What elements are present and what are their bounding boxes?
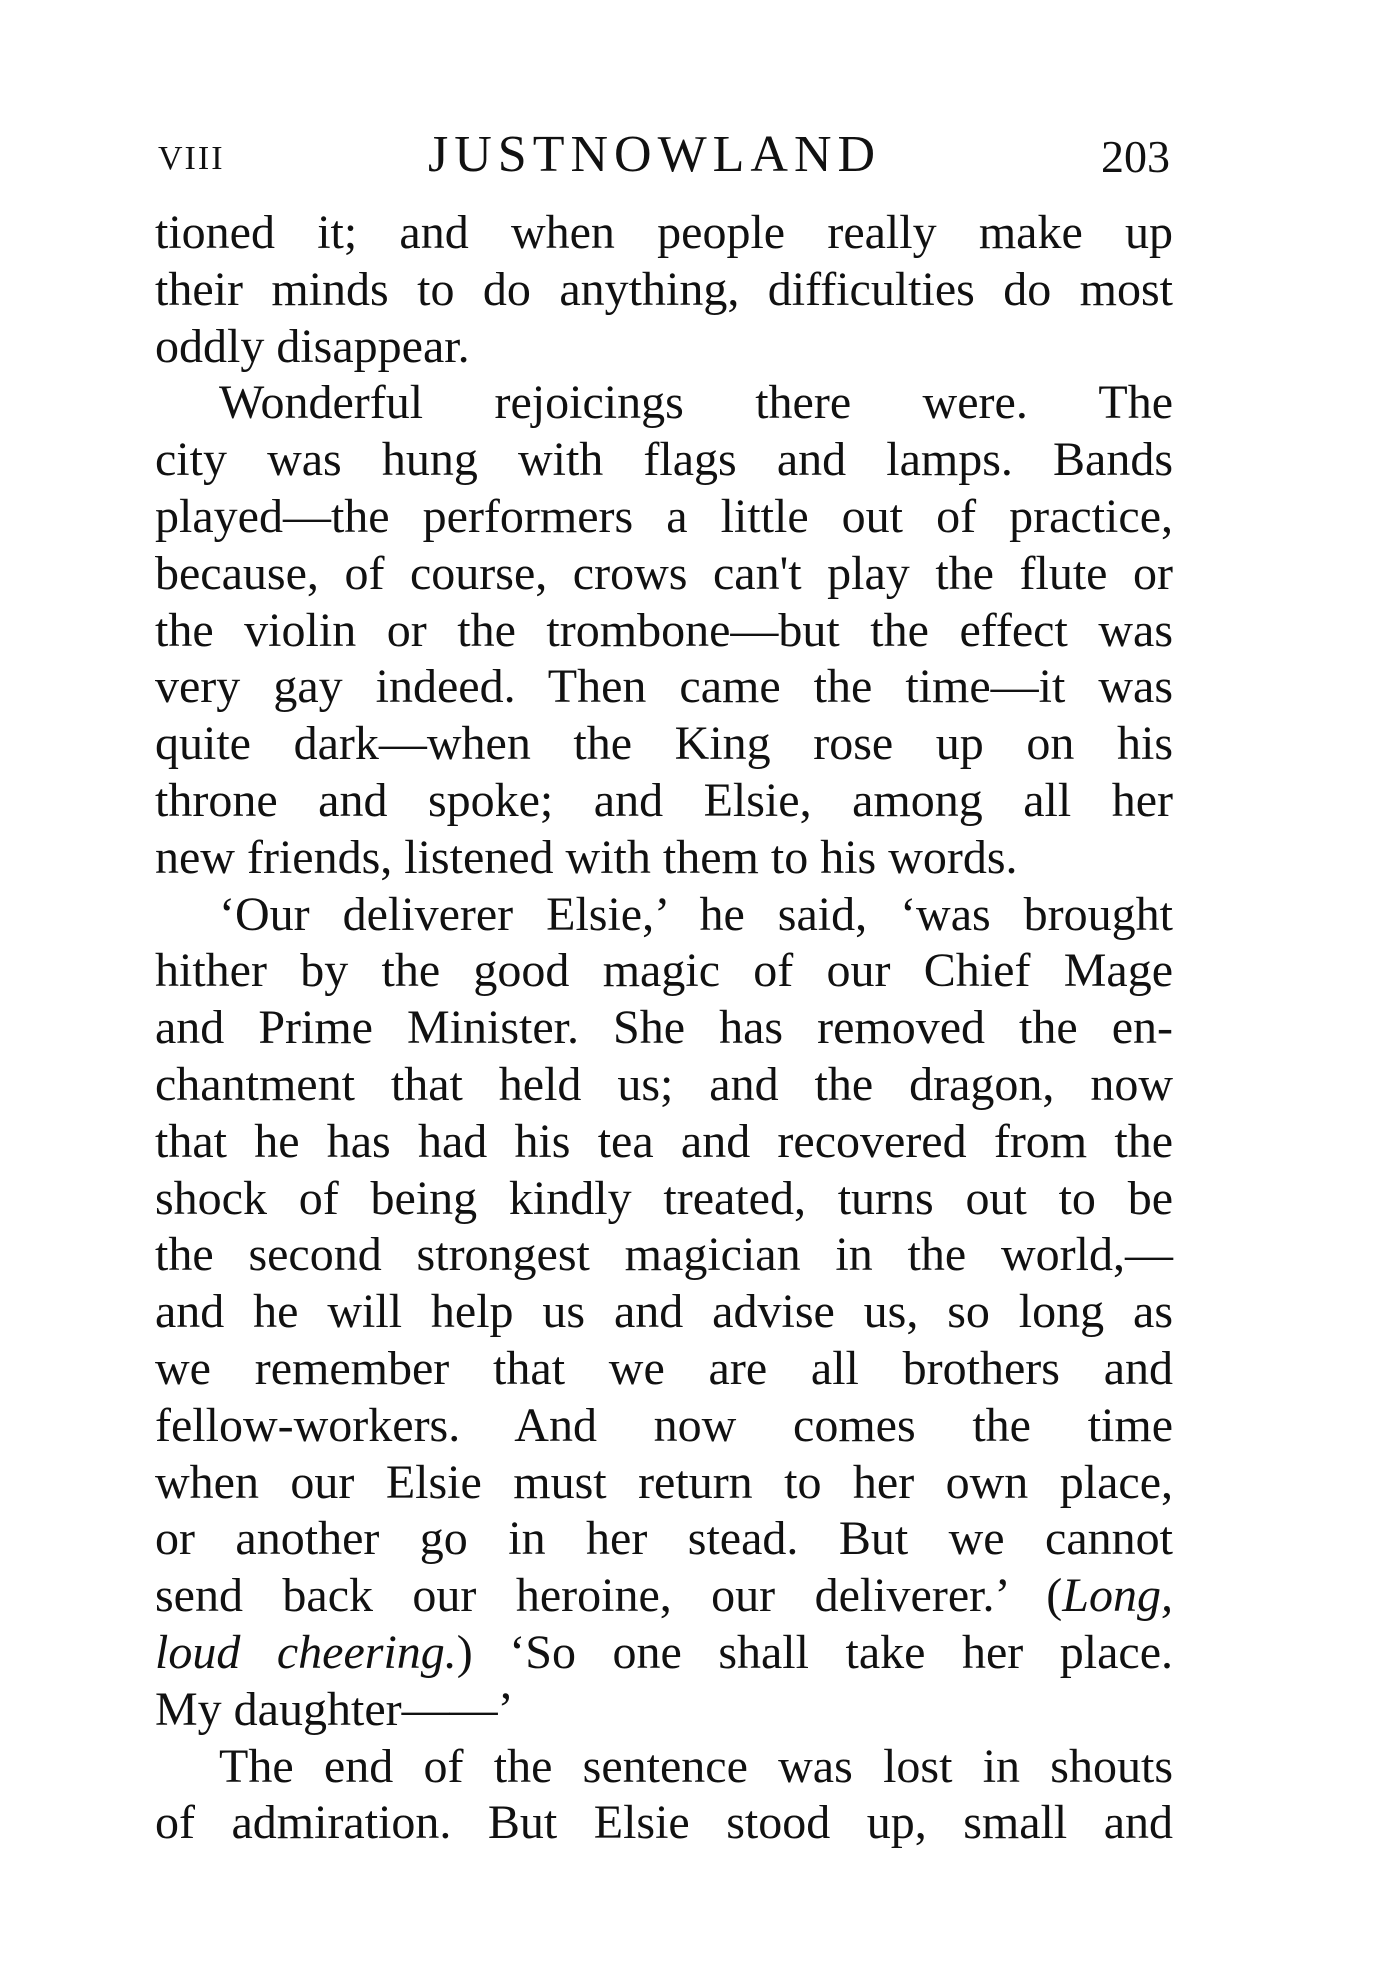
text-line: the second strongest magician in the world,—	[155, 1228, 1173, 1282]
text-line: city was hung with flags and lamps. Bands	[155, 433, 1173, 487]
text-line: we remember that we are all brothers and	[155, 1341, 1173, 1395]
text-line: that he has had his tea and recovered from the	[155, 1114, 1173, 1168]
text-line: throne and spoke; and Elsie, among all her	[155, 773, 1173, 827]
text-line: Wonderful rejoicings there were. The	[219, 376, 1173, 430]
text-line: very gay indeed. Then came the time—it was	[155, 660, 1173, 714]
body-text	[155, 205, 1173, 1852]
text-line	[155, 1625, 1173, 1682]
text-line: new friends, listened with them to his words.	[155, 830, 1018, 884]
text-line: chantment that held us; and the dragon, now	[155, 1057, 1173, 1111]
text-line: the violin or the trombone—but the effect was	[155, 603, 1173, 657]
text-line: played—the performers a little out of practice,	[155, 489, 1173, 543]
text-line: hither by the good magic of our Chief Mage	[155, 944, 1173, 998]
text-line: My daughter——’	[155, 1682, 514, 1736]
text-line: shock of being kindly treated, turns out to be	[155, 1171, 1173, 1225]
text-line: ‘Our deliverer Elsie,’ he said, ‘was brought	[219, 887, 1173, 941]
chapter-number: VIII	[158, 140, 225, 177]
text-line: when our Elsie must return to her own place,	[155, 1455, 1173, 1509]
italic-run: loud cheering.	[155, 1625, 457, 1679]
text-line: and Prime Minister. She has removed the en-	[155, 1001, 1173, 1055]
text-run: send back our heroine, our deliverer.’ (	[155, 1569, 1063, 1623]
text-line: because, of course, crows can't play the flute or	[155, 546, 1173, 600]
text-line: quite dark—when the King rose up on his	[155, 717, 1173, 771]
text-line: tioned it; and when people really make up	[155, 206, 1173, 259]
running-title: JUSTNOWLAND	[428, 126, 882, 183]
text-line: and he will help us and advise us, so long as	[155, 1285, 1173, 1339]
text-line: The end of the sentence was lost in shouts	[219, 1739, 1173, 1793]
text-run: ) ‘So one shall take her place.	[456, 1625, 1174, 1679]
text-line: their minds to do anything, difficulties do most	[155, 262, 1173, 316]
text-line: or another go in her stead. But we cannot	[155, 1512, 1173, 1566]
text-line: of admiration. But Elsie stood up, small and	[155, 1796, 1173, 1850]
italic-run: Long,	[1062, 1569, 1173, 1623]
page-number: 203	[1101, 131, 1170, 182]
text-line	[155, 1568, 1173, 1625]
text-line: fellow-workers. And now comes the time	[155, 1398, 1173, 1452]
text-line: oddly disappear.	[155, 319, 470, 373]
running-header	[158, 120, 1170, 190]
